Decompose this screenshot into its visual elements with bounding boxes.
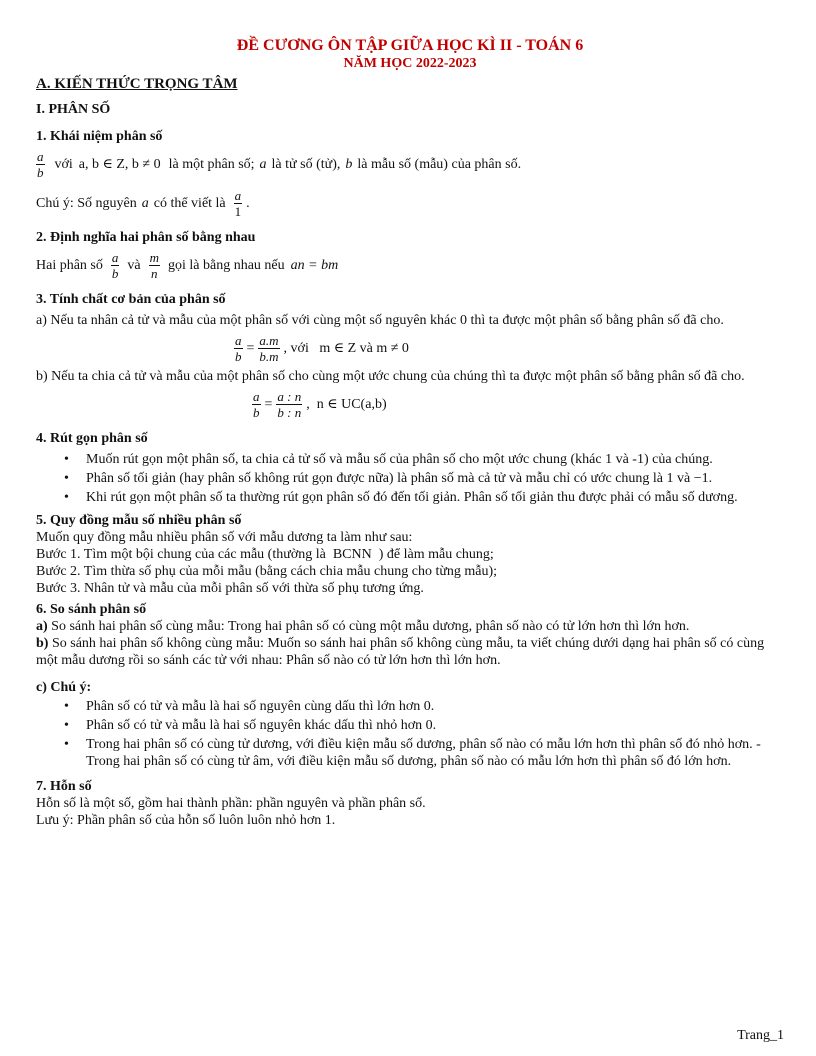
s2-heading: 2. Định nghĩa hai phân số bằng nhau (36, 230, 256, 245)
s6-a-label: a) (36, 619, 48, 634)
list-item: • Muốn rút gọn một phân số, ta chia cả tử số và mẫu số của phân số cho một ước chung (khác 1 và -1) của chúng. (86, 451, 784, 468)
frac-den: b (235, 349, 242, 364)
s6-a (36, 618, 784, 635)
frac-num: m (149, 250, 159, 265)
document-subtitle: NĂM HỌC 2022-2023 (343, 56, 477, 71)
fraction-a-b (234, 333, 243, 364)
s5-step-3: Bước 3. Nhân tử và mẫu của mỗi phân số với thừa số phụ tương ứng. (36, 581, 424, 596)
frac-den: n (151, 266, 158, 281)
document-page (36, 36, 784, 829)
s1-note-pre: Chú ý: Số nguyên (36, 196, 137, 211)
s1-text-with: với (54, 157, 73, 172)
frac-den: b (37, 165, 44, 180)
list-item: • Trong hai phân số có cùng tử dương, với điều kiện mẫu số dương, phân số nào có mẫu lớn hơn thì phân số đó nhỏ hơn. - Trong hai phân số có cùng tử âm, với điều kiện mẫu số dương, phân số nào có mẫu lớn hơn thì phân số đó lớn hơn. (86, 736, 784, 770)
frac-den: b (253, 405, 260, 420)
s6-b-text: So sánh hai phân số không cùng mẫu: Muốn so sánh hai phân số không cùng mẫu, ta viết chúng dưới dạng hai phân số có cùng một mẫu dương rồi so sánh các tử với nhau: Phân số nào có tử lớn hơn thì lớn hơn. (36, 636, 765, 668)
fraction-a-b (252, 389, 261, 420)
frac-num: a (37, 149, 44, 164)
s1-text-is: là một phân số; (168, 157, 255, 172)
s3-formula-a-condition: , với m ∈ Z và m ≠ 0 (283, 341, 409, 356)
list-item: • Phân số tối giản (hay phân số không rút gọn được nữa) là phân số mà cả tử và mẫu chỉ có ước chung là 1 và −1. (86, 470, 784, 487)
s5-step-2: Bước 2. Tìm thừa số phụ của mỗi mẫu (bằng cách chia mẫu chung cho từng mẫu); (36, 564, 498, 579)
s6-b (36, 635, 784, 669)
list-item: • Phân số có tử và mẫu là hai số nguyên cùng dấu thì lớn hơn 0. (86, 698, 784, 715)
s2-pre: Hai phân số (36, 258, 103, 273)
s3-b-text: b) Nếu ta chia cả tử và mẫu của một phân số cho cùng một ước chung của chúng thì ta được một phân số bằng phân số đã cho. (36, 369, 745, 384)
s3-a-text: a) Nếu ta nhân cả tử và mẫu của một phân số với cùng một số nguyên khác 0 thì ta được một phân số bằng phân số đã cho. (36, 313, 724, 328)
s2-mid: gọi là bằng nhau nếu (168, 258, 285, 273)
s1-text-mau: là mẫu số (mẫu) của phân số. (357, 157, 522, 172)
s1-note-end: . (246, 196, 250, 211)
list-item: • Khi rút gọn một phân số ta thường rút gọn phân số đó đến tối giản. Phân số tối giản thu được phải có mẫu số dương. (86, 489, 784, 506)
document-title: ĐỀ CƯƠNG ÔN TẬP GIỮA HỌC KÌ II - TOÁN 6 (236, 37, 584, 54)
s7-heading: 7. Hỗn số (36, 779, 92, 794)
s1-definition (36, 149, 784, 180)
s1-heading: 1. Khái niệm phân số (36, 129, 163, 144)
frac-num: a : n (277, 389, 302, 404)
s5-line: Muốn quy đồng mẫu nhiều phân số với mẫu dương ta làm như sau: (36, 530, 413, 545)
equals-sign: = (264, 397, 273, 412)
s4-heading: 4. Rút gọn phân số (36, 431, 148, 446)
s6-b-label: b) (36, 636, 49, 651)
s2-equation: an = bm (290, 258, 339, 273)
s6-a-text: So sánh hai phân số cùng mẫu: Trong hai phân số có cùng một mẫu dương, phân số nào có tử lớn hơn thì lớn hơn. (47, 619, 690, 634)
frac-den: 1 (234, 204, 242, 219)
frac-num: a (234, 188, 242, 203)
s7-line: Hỗn số là một số, gồm hai thành phần: phần nguyên và phần phân số. (36, 796, 426, 811)
s5-step-1: Bước 1. Tìm một bội chung của các mẫu (thường là BCNN ) để làm mẫu chung; (36, 547, 494, 562)
fraction-am-bm (258, 333, 279, 364)
frac-den: b : n (277, 405, 302, 420)
fraction-a-b (111, 250, 120, 281)
s1-note (36, 188, 784, 219)
s6-list (36, 698, 784, 770)
page-number: Trang_1 (737, 1028, 784, 1043)
s3-heading: 3. Tính chất cơ bản của phân số (36, 292, 226, 307)
fraction-a-b (36, 149, 45, 180)
s2-definition (36, 250, 784, 281)
fraction-a-1 (234, 188, 243, 219)
section-a-heading: A. KIẾN THỨC TRỌNG TÂM (36, 76, 238, 92)
list-item: • Phân số có tử và mẫu là hai số nguyên khác dấu thì nhỏ hơn 0. (86, 717, 784, 734)
s1-text-tu: là tử số (tử), (271, 157, 341, 172)
s1-var-b: b (345, 157, 353, 172)
fraction-m-n (149, 250, 160, 281)
s6-c-heading: c) Chú ý: (36, 680, 92, 695)
s4-list (36, 451, 784, 506)
s3-formula-b (248, 389, 784, 420)
fraction-an-bn (276, 389, 302, 420)
frac-num: a.m (259, 333, 279, 348)
equals-sign: = (246, 341, 255, 356)
frac-num: a (111, 250, 119, 265)
frac-den: b (111, 266, 119, 281)
s5-heading: 5. Quy đồng mẫu số nhiều phân số (36, 513, 242, 528)
frac-den: b.m (259, 349, 279, 364)
s7-line: Lưu ý: Phần phân số của hỗn số luôn luôn nhỏ hơn 1. (36, 813, 336, 828)
s3-formula-b-condition: , n ∈ UC(a,b) (306, 397, 387, 412)
frac-num: a (253, 389, 260, 404)
s1-var-a: a (259, 157, 267, 172)
s1-note-mid: có thể viết là (153, 196, 226, 211)
s1-condition: a, b ∈ Z, b ≠ 0 (78, 157, 161, 172)
part-1-heading: I. PHÂN SỐ (36, 102, 111, 117)
s6-heading: 6. So sánh phân số (36, 602, 147, 617)
s1-note-var: a (141, 196, 149, 211)
s3-formula-a (230, 333, 784, 364)
frac-num: a (235, 333, 242, 348)
s2-and: và (127, 258, 141, 273)
